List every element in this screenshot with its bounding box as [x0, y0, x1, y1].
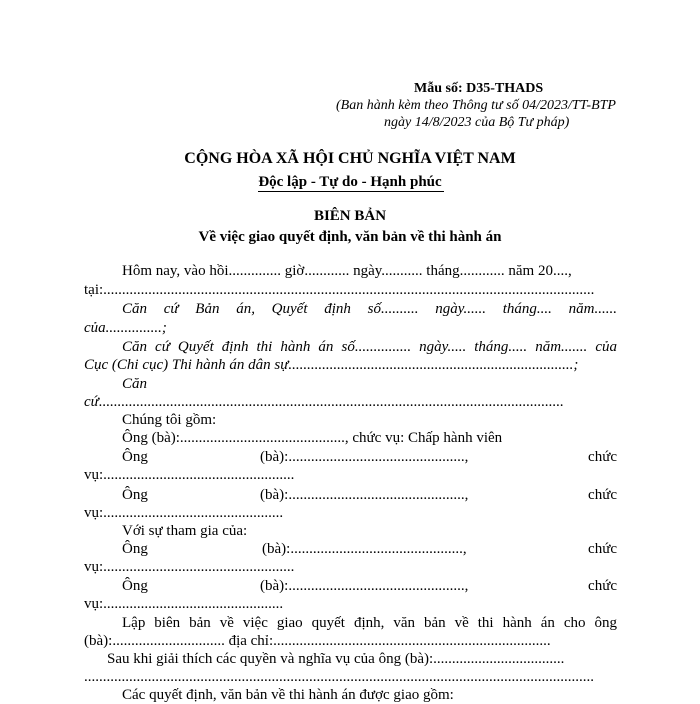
- deliver-line2: (bà):.............................. địa chỉ:..........................................................................: [84, 633, 551, 649]
- documents-delivered-line: Các quyết định, văn bản về thi hành án được giao gồm:: [122, 687, 454, 703]
- member-1-position: vụ:...................................................: [84, 467, 295, 483]
- motto-underline: [258, 191, 444, 192]
- participant-2-title: Ông: [122, 578, 148, 594]
- officer-line: Ông (bà):............................................, chức vụ: Chấp hành viên: [122, 430, 503, 446]
- judgment-line1: Căn cứ Bản án, Quyết định số.......... ngày...... tháng.... năm......: [122, 301, 617, 317]
- member-2-title: Ông: [122, 487, 148, 503]
- participant-1-position-label: chức: [588, 541, 617, 557]
- participation-label: Với sự tham gia của:: [122, 523, 248, 539]
- explain-dots-line: ........................................................................................................................................: [84, 669, 594, 685]
- participant-2-name: (bà):...............................................,: [260, 578, 469, 594]
- member-2-name: (bà):...............................................,: [260, 487, 469, 503]
- participant-2-position: vụ:................................................: [84, 596, 284, 612]
- participant-1-name: (bà):..............................................,: [262, 541, 467, 557]
- participant-2-position-label: chức: [588, 578, 617, 594]
- participant-1-title: Ông: [122, 541, 148, 557]
- basis-line1: Căn: [122, 376, 148, 392]
- we-include-label: Chúng tôi gồm:: [122, 412, 217, 428]
- time-line: Hôm nay, vào hồi.............. giờ............ ngày........... tháng............ năm 20....,: [122, 263, 572, 279]
- member-2-position-label: chức: [588, 487, 617, 503]
- participant-1-position: vụ:...................................................: [84, 559, 295, 575]
- enforcement-line1: Căn cứ Quyết định thi hành án số............... ngày..... tháng..... năm....... của: [122, 339, 617, 355]
- member-2-position: vụ:................................................: [84, 505, 284, 521]
- enforcement-line2: Cục (Chi cục) Thi hành án dân sự............................................................................;: [84, 357, 579, 373]
- member-1-title: Ông: [122, 449, 148, 465]
- form-number: Mẫu số: D35-THADS: [414, 81, 544, 96]
- explain-line: Sau khi giải thích các quyền và nghĩa vụ của ông (bà):...................................: [107, 651, 565, 667]
- national-motto: Độc lập - Tự do - Hạnh phúc: [258, 174, 442, 190]
- judgment-line2: của...............;: [84, 320, 167, 336]
- document-subtitle: Về việc giao quyết định, văn bản về thi hành án: [198, 229, 502, 245]
- member-1-name: (bà):...............................................,: [260, 449, 469, 465]
- national-name: CỘNG HÒA XÃ HỘI CHỦ NGHĨA VIỆT NAM: [184, 150, 516, 167]
- basis-line2: cứ............................................................................................................................: [84, 394, 564, 410]
- issued-note-line2: ngày 14/8/2023 của Bộ Tư pháp): [384, 115, 570, 130]
- place-line: tại:...................................................................................................................................: [84, 282, 595, 298]
- document-title: BIÊN BẢN: [313, 208, 387, 224]
- deliver-line1: Lập biên bản về việc giao quyết định, văn bản về thi hành án cho ông: [122, 615, 617, 631]
- issued-note-line1: (Ban hành kèm theo Thông tư số 04/2023/TT-BTP: [336, 98, 616, 113]
- member-1-position-label: chức: [588, 449, 617, 465]
